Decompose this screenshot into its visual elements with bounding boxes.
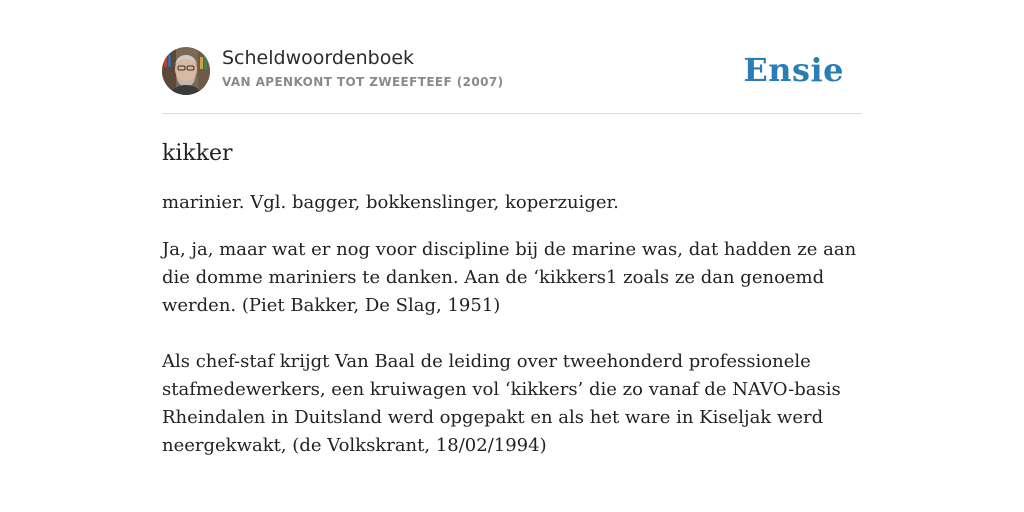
source-subtitle: VAN APENKONT TOT ZWEEFTEEF (2007) xyxy=(222,75,504,89)
entry-card xyxy=(162,46,862,460)
entry-example: Ja, ja, maar wat er nog voor discipline bij de marine was, dat hadden ze aan die domme mariniers te danken. Aan de ‘kikkers1 zoals ze dan genoemd werden. (Piet Bakker, De Slag, 1951) xyxy=(162,239,857,316)
author-avatar[interactable] xyxy=(162,47,210,95)
source-header xyxy=(162,46,862,114)
author-portrait-icon xyxy=(162,47,210,95)
ensie-logo[interactable]: Ensie xyxy=(743,51,844,89)
source-title[interactable]: Scheldwoordenboek xyxy=(222,47,415,69)
entry-term: kikker xyxy=(162,141,233,166)
entry-example: Als chef-staf krijgt Van Baal de leiding over tweehonderd professionele stafmedewerkers, een kruiwagen vol ‘kikkers’ die zo vanaf de NAVO-basis Rheindalen in Duitsland werd opgepakt en als het ware in Kiseljak werd neergekwakt, (de Volkskrant, 18/02/1994) xyxy=(162,351,841,456)
entry-definition: marinier. Vgl. bagger, bokkenslinger, koperzuiger. xyxy=(162,192,619,213)
